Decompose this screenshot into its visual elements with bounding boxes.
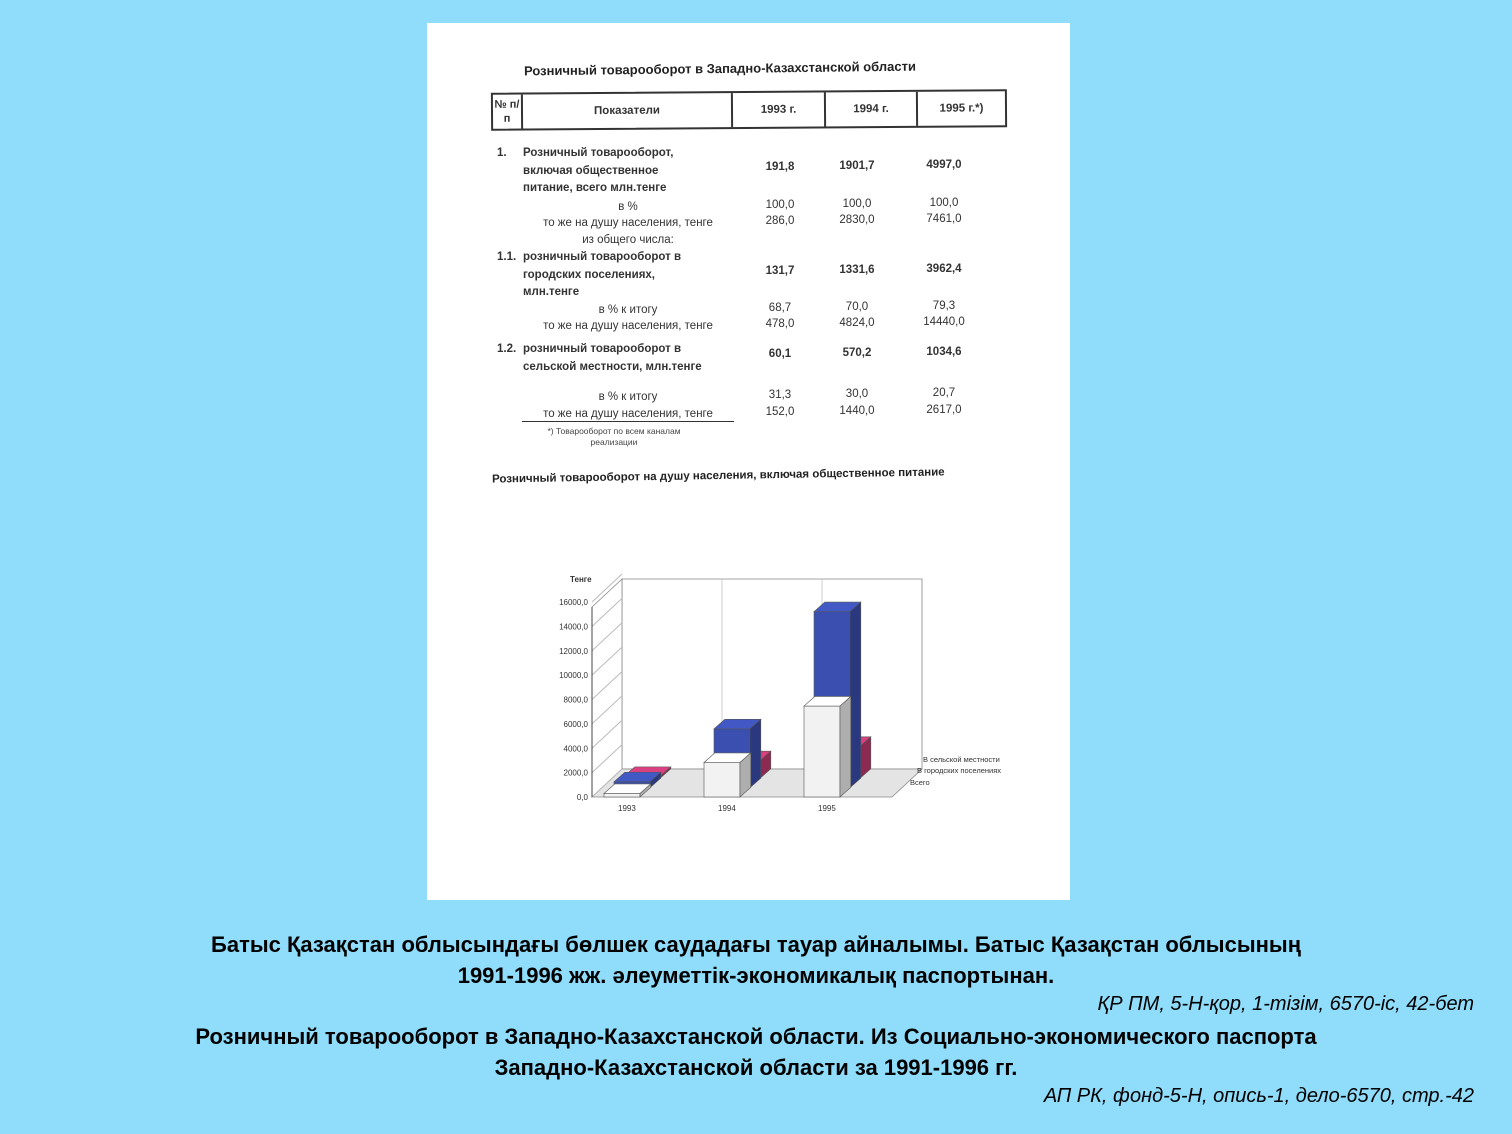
caption-kz-line1: Батыс Қазақстан облысындағы бөлшек саудадағы тауар айналымы. Батыс Қазақстан облысының <box>211 932 1301 957</box>
bar-Всего <box>604 794 640 797</box>
row-value: 60,1 <box>768 348 792 360</box>
row-value: 1901,7 <box>839 159 875 172</box>
header-1993: 1993 г. <box>733 92 826 127</box>
row-value: 30,0 <box>845 387 869 400</box>
header-1995: 1995 г.*) <box>939 102 984 115</box>
row-label: млн.тенге <box>523 286 580 298</box>
row-value: 100,0 <box>842 197 872 210</box>
row-value: 191,8 <box>765 161 795 173</box>
row-label: то же на душу населения, тенге <box>543 320 713 332</box>
row-value: 68,7 <box>768 302 792 314</box>
row-value: 478,0 <box>765 318 795 330</box>
caption-kz-line2: 1991-1996 жж. әлеуметтік-экономикалық паспортынан. <box>457 963 1055 988</box>
bar-chart-3d <box>537 543 1007 833</box>
row-label: сельской местности, млн.тенге <box>523 360 702 373</box>
row-value: 1440,0 <box>839 404 875 417</box>
y-tick-label: 0,0 <box>576 793 588 802</box>
caption-kz-source: ҚР ПМ, 5-Н-қор, 1-тізім, 6570-іс, 42-бет <box>1097 993 1474 1015</box>
bar-side <box>750 719 761 787</box>
row-label: включая общественное <box>523 164 659 177</box>
series-label: В городских поселениях <box>917 766 1002 775</box>
y-tick-label: 2000,0 <box>563 768 588 778</box>
chart-title: Розничный товарооборот на душу населения, включая общественное питание <box>491 466 945 486</box>
y-tick-label: 16000,0 <box>559 598 588 607</box>
header-1994: 1994 г. <box>826 92 918 127</box>
row-value: 3962,4 <box>926 262 962 275</box>
row-value: 1331,6 <box>839 263 875 276</box>
x-tick-label: 1994 <box>718 804 736 813</box>
y-tick-label: 12000,0 <box>559 646 588 656</box>
row-label: в % к итогу <box>598 391 658 403</box>
series-label: Всего <box>910 778 930 787</box>
header-indicator: Показатели <box>523 93 733 128</box>
y-tick-label: 4000,0 <box>563 744 588 754</box>
row-value: 31,3 <box>768 389 792 401</box>
footnote-rule <box>522 421 734 422</box>
row-label: городских поселениях, <box>523 268 655 281</box>
y-tick-label: 6000,0 <box>563 719 588 729</box>
row-value: 4997,0 <box>926 158 962 171</box>
series-label: В сельской местности <box>923 755 1000 764</box>
y-tick-label: 10000,0 <box>559 671 588 681</box>
bar-side <box>850 602 861 788</box>
row-label: розничный товарооборот в <box>523 251 682 263</box>
x-tick-label: 1993 <box>618 804 636 813</box>
row-label: то же на душу населения, тенге <box>543 408 713 420</box>
row-value: 1034,6 <box>926 345 962 358</box>
bar-side <box>840 696 851 797</box>
row-value: 570,2 <box>842 346 872 359</box>
row-label: в % к итогу <box>598 304 658 316</box>
row-value: 70,0 <box>845 300 869 313</box>
row-number: 1.1. <box>497 251 517 263</box>
row-label: из общего числа: <box>582 234 674 246</box>
table-title: Розничный товарооборот в Западно-Казахстанской области <box>523 58 916 79</box>
row-value: 4824,0 <box>839 316 875 329</box>
x-tick-label: 1995 <box>818 804 836 813</box>
row-value: 100,0 <box>765 199 795 211</box>
row-number: 1. <box>497 147 507 159</box>
row-label: в % <box>618 201 638 213</box>
row-value: 7461,0 <box>926 212 962 225</box>
table-header <box>491 89 1007 131</box>
y-tick-label: 14000,0 <box>559 622 588 632</box>
row-value: 152,0 <box>765 406 795 418</box>
caption-ru-source: АП РК, фонд-5-Н, опись-1, дело-6570, стр.-42 <box>1043 1085 1474 1107</box>
scanned-document <box>427 23 1070 900</box>
row-value: 2830,0 <box>839 213 875 226</box>
bar-Всего <box>704 763 740 797</box>
back-wall <box>622 579 922 769</box>
row-label: Розничный товарооборот, <box>523 147 674 159</box>
caption-ru-line1: Розничный товарооборот в Западно-Казахстанской области. Из Социально-экономического паспорта <box>195 1024 1317 1049</box>
row-label: розничный товарооборот в <box>523 343 682 355</box>
row-value: 14440,0 <box>923 315 965 328</box>
row-number: 1.2. <box>497 343 517 355</box>
row-value: 20,7 <box>932 386 956 399</box>
y-axis-label: Тенге <box>570 575 592 584</box>
footnote: *) Товарооборот по всем каналам реализации <box>547 426 681 447</box>
caption-ru-line2: Западно-Казахстанской области за 1991-1996 гг. <box>494 1055 1018 1080</box>
y-tick-label: 8000,0 <box>563 695 588 705</box>
row-value: 131,7 <box>765 265 795 277</box>
row-value: 100,0 <box>929 196 959 209</box>
row-value: 2617,0 <box>926 403 962 416</box>
bar-Всего <box>804 706 840 797</box>
row-label: то же на душу населения, тенге <box>543 217 713 229</box>
header-num: № п/п <box>493 95 523 129</box>
row-value: 286,0 <box>765 215 795 227</box>
row-label: питание, всего млн.тенге <box>523 182 667 194</box>
row-value: 79,3 <box>932 299 956 312</box>
